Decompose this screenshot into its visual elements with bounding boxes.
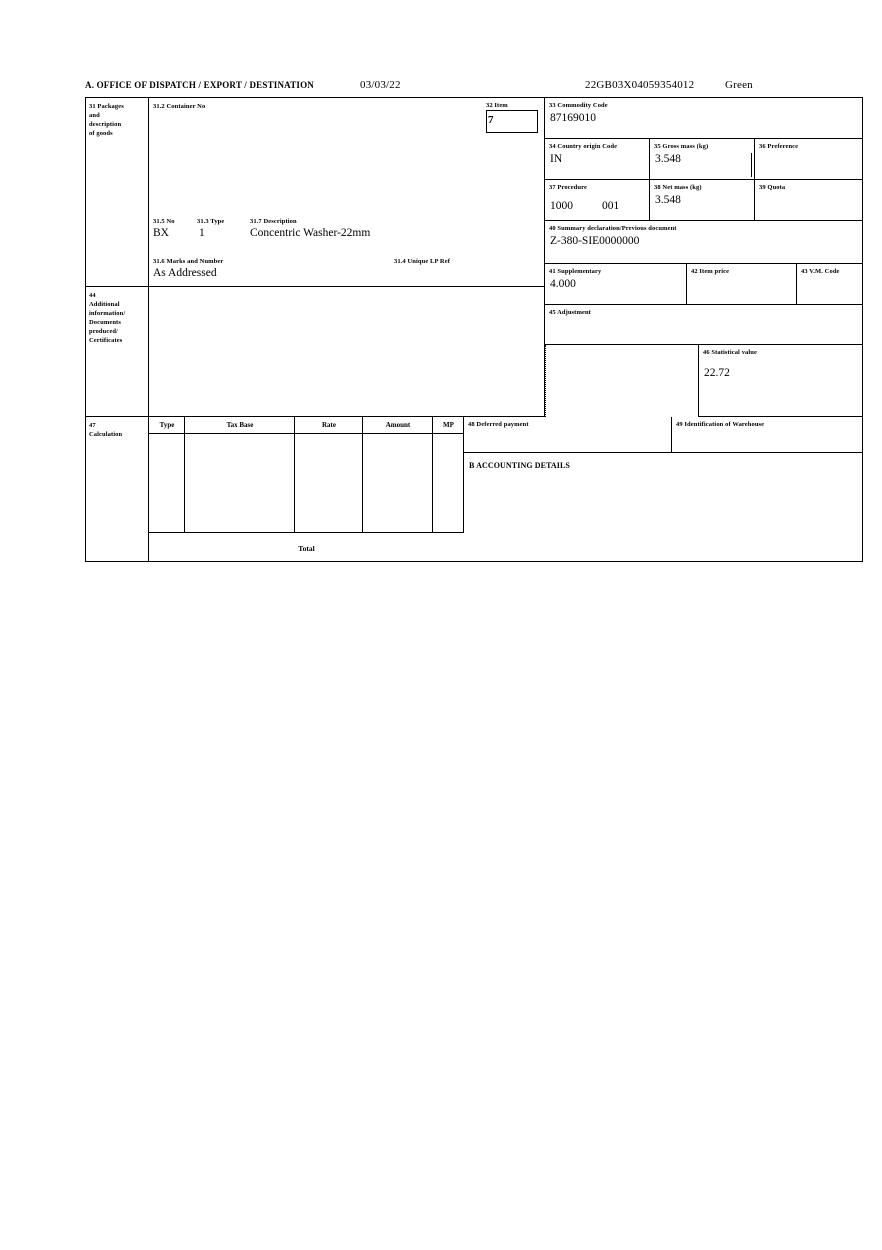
calc-header-rate: Rate	[295, 417, 363, 434]
box-47-label-line-1: 47	[89, 422, 96, 429]
vm-code-label: 43 V.M. Code	[801, 268, 840, 275]
box-31-label-line-2: and	[89, 112, 100, 119]
box-44-label-line-2: Additional	[89, 301, 120, 308]
box-49-warehouse-id-cell	[672, 417, 862, 453]
box-46-dotted-separator	[545, 345, 546, 417]
box-44-label-line-4: Documents	[89, 319, 121, 326]
calc-col-rate	[295, 417, 363, 532]
unique-lp-ref-label: 31.4 Unique LP Ref	[394, 258, 450, 265]
supplementary-units-value: 4.000	[550, 278, 576, 290]
box-33-commodity-code-cell	[545, 98, 862, 139]
box-39-quota-cell	[755, 180, 862, 221]
box-47-label-line-2: Calculation	[89, 431, 123, 438]
box-42-item-price-cell	[687, 264, 797, 305]
box-36-preference-cell	[755, 139, 862, 180]
movement-reference-number: 22GB03X04059354012	[585, 79, 695, 91]
box-44-label-cell	[86, 287, 149, 417]
box-38-net-mass-cell	[650, 180, 755, 221]
goods-description-label: 31.7 Description	[250, 218, 297, 225]
calc-col-mp	[433, 417, 464, 532]
declaration-grid	[85, 97, 863, 562]
country-origin-code-value: IN	[550, 153, 563, 165]
box-34-country-origin-cell	[545, 139, 650, 180]
box-37-procedure-cell	[545, 180, 650, 221]
calc-header-amount: Amount	[363, 417, 433, 434]
box-31-label-line-3: description	[89, 121, 122, 128]
previous-document-value: Z-380-SIE0000000	[550, 235, 640, 247]
box-44-label-line-6: Certificates	[89, 337, 123, 344]
calc-header-mp: MP	[433, 417, 464, 434]
package-type-label: 31.3 Type	[197, 218, 225, 225]
package-type-value: 1	[199, 227, 205, 239]
marks-and-number-label: 31.6 Marks and Number	[153, 258, 224, 265]
previous-document-label: 40 Summary declaration/Previous document	[549, 225, 677, 232]
statistical-value-value: 22.72	[704, 367, 730, 379]
office-of-dispatch-label: A. OFFICE OF DISPATCH / EXPORT / DESTINATION	[85, 80, 315, 90]
route-status: Green	[725, 79, 753, 91]
gross-mass-value: 3.548	[655, 153, 681, 165]
goods-description-value: Concentric Washer-22mm	[250, 227, 371, 239]
box-44-label-line-1: 44	[89, 292, 96, 299]
calc-header-type: Type	[149, 417, 185, 434]
calc-col-amount	[363, 417, 433, 532]
net-mass-label: 38 Net mass (kg)	[654, 184, 702, 191]
supplementary-units-label: 41 Supplementary	[549, 268, 602, 275]
box-44-label-line-5: produced/	[89, 328, 118, 335]
gross-mass-label: 35 Gross mass (kg)	[654, 143, 709, 150]
box-32-item-cell	[482, 98, 545, 287]
net-mass-value: 3.548	[655, 194, 681, 206]
calc-col-type	[149, 417, 185, 532]
container-no-label: 31.2 Container No	[153, 103, 206, 110]
marks-and-number-value: As Addressed	[153, 267, 217, 279]
calculation-table	[149, 417, 464, 561]
box-46-statistical-value-cell	[698, 345, 862, 417]
box-48-deferred-payment-cell	[464, 417, 672, 453]
box-44-content-cell	[149, 287, 545, 417]
box-31-label-cell	[86, 98, 149, 287]
declaration-date: 03/03/22	[360, 79, 401, 91]
box-41-supplementary-cell	[545, 264, 687, 305]
procedure-value-2: 001	[602, 200, 620, 212]
preference-label: 36 Preference	[759, 143, 799, 150]
item-number-label: 32 Item	[486, 102, 508, 109]
box-b-accounting-details-cell	[464, 453, 862, 505]
statistical-value-label: 46 Statistical value	[703, 349, 757, 356]
package-no-value: BX	[153, 227, 169, 239]
commodity-code-label: 33 Commodity Code	[549, 102, 608, 109]
accounting-details-label: B ACCOUNTING DETAILS	[469, 461, 570, 470]
box-43-vm-code-cell	[797, 264, 862, 305]
item-number-value: 7	[488, 114, 494, 126]
box-40-previous-document-cell	[545, 221, 862, 264]
box-31-label-line-1: 31 Packages	[89, 103, 124, 110]
package-no-label: 31.5 No	[153, 218, 175, 225]
calc-header-tax-base: Tax Base	[185, 417, 295, 434]
item-price-label: 42 Item price	[691, 268, 730, 275]
gross-mass-divider	[751, 153, 752, 177]
box-45-adjustment-cell	[545, 305, 862, 345]
deferred-payment-label: 48 Deferred payment	[468, 421, 529, 428]
box-31-label-line-4: of goods	[89, 130, 113, 137]
box-47-label-cell	[86, 417, 149, 561]
commodity-code-value: 87169010	[550, 112, 596, 124]
procedure-value-1: 1000	[550, 200, 573, 212]
procedure-label: 37 Procedure	[549, 184, 587, 191]
adjustment-label: 45 Adjustment	[549, 309, 591, 316]
quota-label: 39 Quota	[759, 184, 786, 191]
calc-total-row	[149, 532, 464, 561]
document-header	[85, 80, 863, 94]
calc-total-label: Total	[298, 544, 315, 553]
country-origin-code-label: 34 Country origin Code	[549, 143, 618, 150]
box-44-label-line-3: information/	[89, 310, 126, 317]
warehouse-identification-label: 49 Identification of Warehouse	[676, 421, 765, 428]
calc-col-tax-base	[185, 417, 295, 532]
box-35-gross-mass-cell	[650, 139, 755, 180]
